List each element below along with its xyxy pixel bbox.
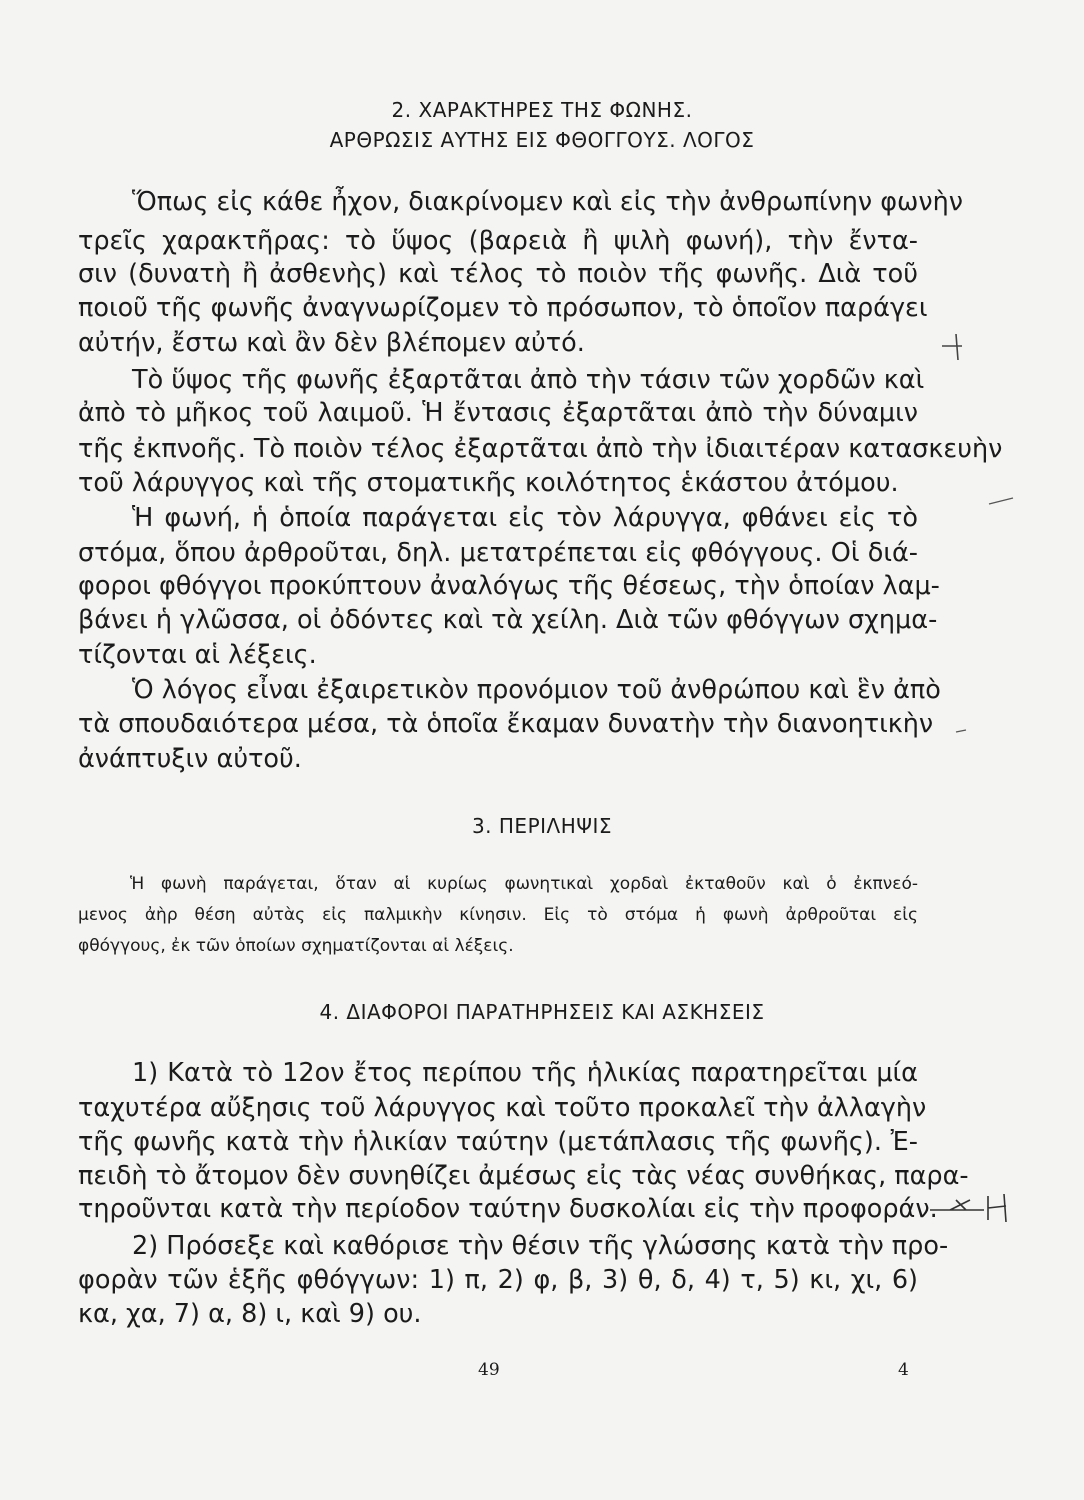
exercise-line: 2) Πρόσεξε καὶ καθόρισε τὴν θέσιν τῆς γλώσσης κατὰ τὴν προ- xyxy=(132,1231,949,1261)
exercise-line: τῆς φωνῆς κατὰ τὴν ἡλικίαν ταύτην (μετάπλασις τῆς φωνῆς). Ἐ- xyxy=(78,1127,918,1157)
section-3-title: 3. ΠΕΡΙΛΗΨΙΣ xyxy=(471,814,613,838)
margin-dash-mark xyxy=(985,490,1019,512)
text-line: βάνει ἡ γλῶσσα, οἱ ὀδόντες καὶ τὰ χείλη. Διὰ τῶν φθόγγων σχημα- xyxy=(78,605,938,635)
exercise-line: τηροῦνται κατὰ τὴν περίοδον ταύτην δυσκολίαι εἰς τὴν προφοράν. xyxy=(78,1194,938,1224)
text-line: φοροι φθόγγοι προκύπτουν ἀναλόγως τῆς θέσεως, τὴν ὁποίαν λαμ- xyxy=(78,571,940,601)
text-line: ἀνάπτυξιν αὐτοῦ. xyxy=(78,744,302,774)
section-4-title: 4. ΔΙΑΦΟΡΟΙ ΠΑΡΑΤΗΡΗΣΕΙΣ ΚΑΙ ΑΣΚΗΣΕΙΣ xyxy=(319,1000,765,1024)
text-line: ἀπὸ τὸ μῆκος τοῦ λαιμοῦ. Ἡ ἔντασις ἐξαρτᾶται ἀπὸ τὴν δύναμιν xyxy=(78,398,918,428)
text-line: τίζονται αἱ λέξεις. xyxy=(78,640,317,670)
text-line: Ἡ φωνή, ἡ ὁποία παράγεται εἰς τὸν λάρυγγα, φθάνει εἰς τὸ xyxy=(132,503,918,533)
section-2-title: 2. ΧΑΡΑΚΤΗΡΕΣ ΤΗΣ ΦΩΝΗΣ. xyxy=(391,98,693,122)
text-line: τοῦ λάρυγγος καὶ τῆς στοματικῆς κοιλότητος ἑκάστου ἀτόμου. xyxy=(78,468,899,498)
text-line: Ὁ λόγος εἶναι ἐξαιρετικὸν προνόμιον τοῦ ἀνθρώπου καὶ ἓν ἀπὸ xyxy=(132,675,941,705)
margin-annotation-mark xyxy=(926,1186,1026,1226)
page-number: 49 xyxy=(478,1360,500,1380)
text-line: αὐτήν, ἔστω καὶ ἂν δὲν βλέπομεν αὐτό. xyxy=(78,328,585,358)
text-line: τὰ σπουδαιότερα μέσα, τὰ ὁποῖα ἔκαμαν δυνατὴν τὴν διανοητικὴν xyxy=(78,709,934,739)
exercise-line: κα, χα, 7) α, 8) ι, καὶ 9) ου. xyxy=(78,1299,422,1329)
text-line: Ὅπως εἰς κάθε ἦχον, διακρίνομεν καὶ εἰς τὴν ἀνθρωπίνην φωνὴν xyxy=(132,187,964,217)
text-line: στόμα, ὅπου ἀρθροῦται, δηλ. μετατρέπεται εἰς φθόγγους. Οἱ διά- xyxy=(78,538,918,568)
text-line: τρεῖς χαρακτῆρας: τὸ ὕψος (βαρειὰ ἢ ψιλὴ φωνή), τὴν ἔντα- xyxy=(78,226,918,256)
exercise-line: φορὰν τῶν ἑξῆς φθόγγων: 1) π, 2) φ, β, 3) θ, δ, 4) τ, 5) κι, χι, 6) xyxy=(78,1265,918,1295)
summary-line: Ἡ φωνὴ παράγεται, ὅταν αἱ κυρίως φωνητικαὶ χορδαὶ ἐκταθοῦν καὶ ὁ ἐκπνεό- xyxy=(130,874,918,894)
exercise-line: πειδὴ τὸ ἄτομον δὲν συνηθίζει ἀμέσως εἰς τὰς νέας συνθήκας, παρα- xyxy=(78,1161,969,1191)
exercise-line: 1) Κατὰ τὸ 12ον ἔτος περίπου τῆς ἡλικίας παρατηρεῖται μία xyxy=(132,1058,918,1088)
exercise-line: ταχυτέρα αὔξησις τοῦ λάρυγγος καὶ τοῦτο προκαλεῖ τὴν ἀλλαγὴν xyxy=(78,1093,927,1123)
text-line: σιν (δυνατὴ ἢ ἀσθενὴς) καὶ τέλος τὸ ποιὸν τῆς φωνῆς. Διὰ τοῦ xyxy=(78,259,918,289)
summary-line: φθόγγους, ἐκ τῶν ὁποίων σχηματίζονται αἱ λέξεις. xyxy=(78,936,514,956)
signature-mark: 4 xyxy=(898,1360,909,1380)
summary-line: μενος ἀὴρ θέση αὐτὰς εἰς παλμικὴν κίνησιν. Εἰς τὸ στόμα ἡ φωνὴ ἀρθροῦται εἰς xyxy=(78,905,918,925)
text-line: Τὸ ὕψος τῆς φωνῆς ἐξαρτᾶται ἀπὸ τὴν τάσιν τῶν χορδῶν καὶ xyxy=(132,365,925,395)
text-line: ποιοῦ τῆς φωνῆς ἀναγνωρίζομεν τὸ πρόσωπον, τὸ ὁποῖον παράγει xyxy=(78,293,928,323)
margin-check-mark xyxy=(938,328,988,372)
section-2-subtitle: ΑΡΘΡΩΣΙΣ ΑΥΤΗΣ ΕΙΣ ΦΘΟΓΓΟΥΣ. ΛΟΓΟΣ xyxy=(329,128,755,152)
margin-dash-mark xyxy=(950,722,974,740)
text-line: τῆς ἐκπνοῆς. Τὸ ποιὸν τέλος ἐξαρτᾶται ἀπὸ τὴν ἰδιαιτέραν κατασκευὴν xyxy=(78,434,1003,464)
